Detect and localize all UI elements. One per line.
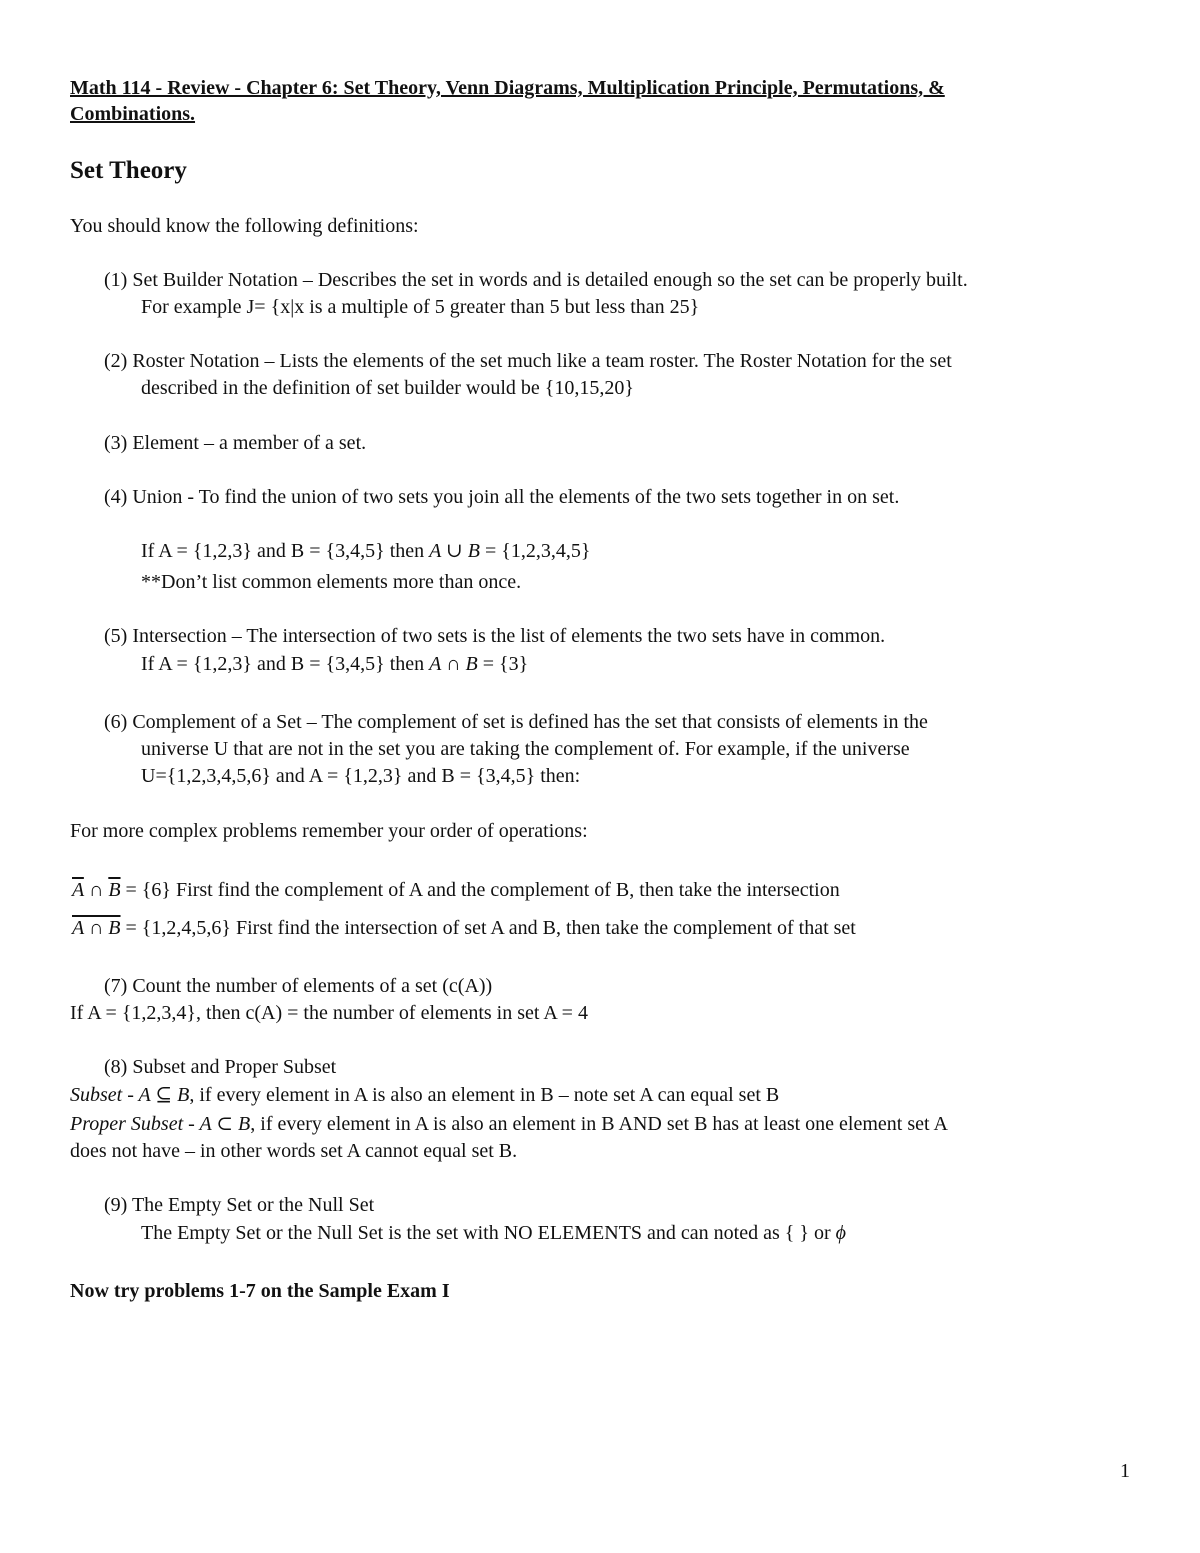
proper-subset-label: Proper Subset - (70, 1113, 200, 1135)
complement-of-intersection: A ∩ B (72, 917, 121, 939)
definition-6-line-1: (6) Complement of a Set – The complement of set is defined has the set that consists of elements in the (104, 711, 928, 733)
intersection-operator: ∩ (83, 879, 109, 901)
union-expression: A ∪ B (429, 540, 481, 562)
complement-example-2-result: = {1,2,4,5,6} First find the intersection of set A and B, then take the complement of that set (120, 917, 856, 939)
proper-subset-line-2: does not have – in other words set A cannot equal set B. (70, 1140, 518, 1162)
definition-7-line-2: If A = {1,2,3,4}, then c(A) = the number of elements in set A = 4 (70, 1002, 588, 1024)
subset-expression: A ⊆ B (138, 1084, 190, 1106)
union-example-prefix: If A = {1,2,3} and B = {3,4,5} then (141, 540, 430, 562)
complement-set-a: $\overline{A}$ (72, 879, 84, 901)
intersection-example (141, 654, 528, 674)
empty-set-text: The Empty Set or the Null Set is the set with NO ELEMENTS and can noted as { } or (141, 1222, 836, 1244)
definition-8-line-1: (8) Subset and Proper Subset (104, 1056, 337, 1078)
complement-set-b: $\overline{B}$ (108, 879, 121, 901)
union-example (141, 541, 591, 561)
proper-subset-text: , if every element in A is also an element in B AND set B has at least one element set A (250, 1113, 948, 1135)
proper-subset-expression: A ⊂ B (199, 1113, 251, 1135)
order-of-operations-text: For more complex problems remember your order of operations: (70, 820, 588, 842)
proper-subset-definition (70, 1114, 948, 1134)
union-example-result: = {1,2,3,4,5} (480, 540, 591, 562)
subset-label: Subset - (70, 1084, 139, 1106)
complement-example-1-result: = {6} First find the complement of A and the complement of B, then take the intersection (120, 879, 840, 901)
definition-1-line-2: For example J= {x|x is a multiple of 5 greater than 5 but less than 25} (141, 296, 700, 318)
subset-text: , if every element in A is also an element in B – note set A can equal set B (189, 1084, 780, 1106)
document-title-line-1: Math 114 - Review - Chapter 6: Set Theory, Venn Diagrams, Multiplication Principle, Permutations, & (70, 77, 945, 99)
definition-6-line-3: U={1,2,3,4,5,6} and A = {1,2,3} and B = {3,4,5} then: (141, 765, 581, 787)
intersection-example-prefix: If A = {1,2,3} and B = {3,4,5} then (141, 653, 430, 675)
section-heading: Set Theory (70, 157, 187, 184)
union-note: **Don’t list common elements more than once. (141, 571, 522, 593)
definition-7-line-1: (7) Count the number of elements of a set (c(A)) (104, 975, 493, 997)
definition-4-line-1: (4) Union - To find the union of two sets you join all the elements of the two sets together in on set. (104, 486, 900, 508)
definition-5-line-1: (5) Intersection – The intersection of two sets is the list of elements the two sets have in common. (104, 625, 886, 647)
definition-2-line-1: (2) Roster Notation – Lists the elements of the set much like a team roster. The Roster Notation for the set (104, 350, 952, 372)
intersection-expression: A ∩ B (429, 653, 478, 675)
definition-2-line-2: described in the definition of set builder would be {10,15,20} (141, 377, 634, 399)
definition-1-line-1: (1) Set Builder Notation – Describes the set in words and is detailed enough so the set can be properly built. (104, 269, 968, 291)
complement-example-2 (72, 918, 856, 938)
complement-example-1 (72, 880, 840, 900)
intro-text: You should know the following definitions: (70, 215, 419, 237)
page-number: 1 (1120, 1460, 1130, 1482)
closing-instruction: Now try problems 1-7 on the Sample Exam I (70, 1280, 450, 1302)
definition-3-line-1: (3) Element – a member of a set. (104, 432, 367, 454)
empty-set-symbol: ϕ (835, 1222, 846, 1244)
intersection-example-result: = {3} (477, 653, 529, 675)
definition-9-line-1: (9) The Empty Set or the Null Set (104, 1194, 375, 1216)
definition-6-line-2: universe U that are not in the set you are taking the complement of. For example, if the universe (141, 738, 910, 760)
subset-definition (70, 1085, 779, 1105)
document-title-line-2: Combinations. (70, 103, 196, 125)
definition-9-line-2 (141, 1223, 846, 1243)
